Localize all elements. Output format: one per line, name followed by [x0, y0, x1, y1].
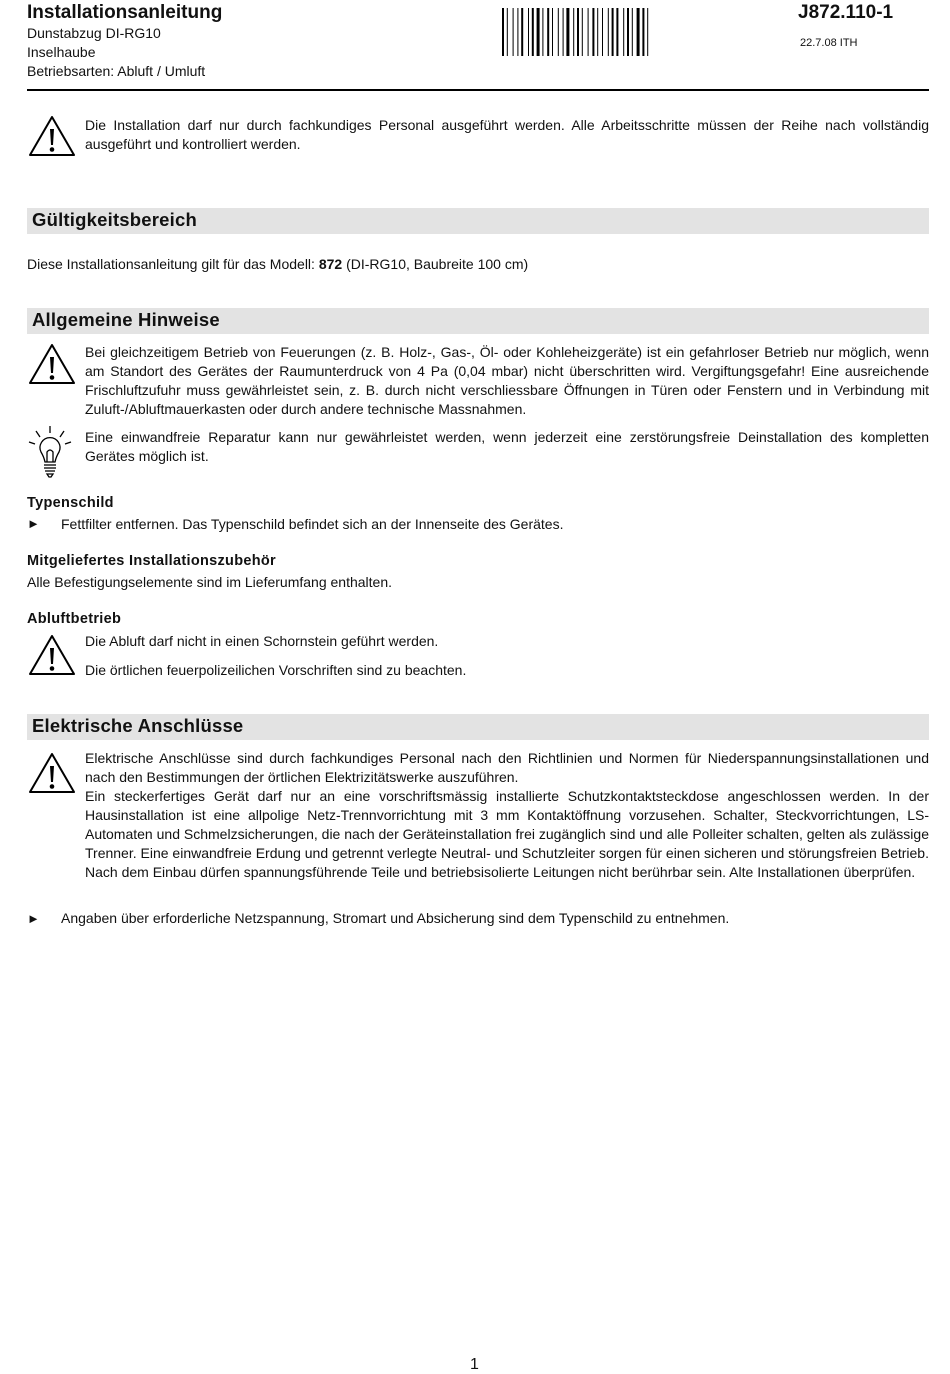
- warning-icon: [27, 751, 77, 795]
- section-heading: Allgemeine Hinweise: [32, 309, 220, 330]
- operating-modes: Betriebsarten: Abluft / Umluft: [27, 63, 206, 79]
- document-title: Installationsanleitung: [27, 2, 223, 23]
- document-date: 22.7.08 ITH: [800, 37, 858, 49]
- exhaust-line-2: Die örtlichen feuerpolizeilichen Vorschriften sind zu beachten.: [85, 662, 467, 678]
- electrical-bullet: Angaben über erforderliche Netzspannung, Stromart und Absicherung sind dem Typenschild zu entnehmen.: [61, 910, 730, 926]
- section-scope: [27, 208, 929, 234]
- section-heading: Elektrische Anschlüsse: [32, 715, 244, 736]
- exhaust-heading: Abluftbetrieb: [27, 611, 122, 627]
- typeplate-bullet: Fettfilter entfernen. Das Typenschild befindet sich an der Innenseite des Gerätes.: [61, 516, 564, 532]
- electrical-paragraph-1: Elektrische Anschlüsse sind durch fachkundiges Personal nach den Richtlinien und Normen für Niederspannungsinstallationen und nach den Bestimmungen der örtlichen Elektrizitätswerke auszuführen.: [85, 750, 929, 785]
- general-warning-text: Bei gleichzeitigem Betrieb von Feuerungen (z. B. Holz-, Gas-, Öl- oder Kohleheizgeräte) ist ein gefahrloser Betrieb nur möglich, wenn am Standort des Gerätes der Raumunterdruck von 4 Pa (0,04 mbar) nicht überschritten wird. Vergiftungsgefahr! Eine ausreichende Frischluftzufuhr muss gewährleistet sein, z. B. durch nicht verschliessbare Öffnungen in Türen oder Fenstern und in Verbindung mit Zuluft-/Abluftmauerkasten oder durch andere technische Massnahmen.: [85, 344, 929, 417]
- intro-warning-text: Die Installation darf nur durch fachkundiges Personal ausgeführt werden. Alle Arbeitsschritte müssen der Reihe nach vollständig ausgeführt und kontrolliert werden.: [85, 117, 929, 152]
- arrow-right-icon: ►: [27, 516, 40, 531]
- barcode: [500, 8, 720, 56]
- arrow-right-icon: ►: [27, 911, 40, 926]
- warning-icon: [27, 114, 77, 158]
- warning-icon: [27, 633, 77, 677]
- accessories-text: Alle Befestigungselemente sind im Lieferumfang enthalten.: [27, 574, 392, 590]
- warning-icon: [27, 342, 77, 386]
- exhaust-line-1: Die Abluft darf nicht in einen Schornstein geführt werden.: [85, 633, 439, 649]
- accessories-heading: Mitgeliefertes Installationszubehör: [27, 553, 276, 569]
- typeplate-heading: Typenschild: [27, 495, 114, 511]
- section-electrical: [27, 714, 929, 740]
- model-number: 872: [318, 256, 343, 272]
- electrical-text: [85, 749, 929, 882]
- electrical-paragraph-2: Ein steckerfertiges Gerät darf nur an eine vorschriftsmässig installierte Schutzkontaktsteckdose angeschlossen werden. In der Hausinstallation ist eine allpolige Netz-Trennvorrichtung mit 3 mm Kontaktöffnung vorzusehen. Schalter, Steckvorrichtungen, LS-Automaten und Schmelzsicherungen, die nach der Geräteinstallation frei zugänglich sind und alle Polleiter schalten, gelten als zulässige Trenner. Eine einwandfreie Erdung und getrennt verlegte Neutral- und Schutzleiter sorgen für einen sicheren und störungsfreien Betrieb. Nach dem Einbau dürfen spannungsführende Teile und betriebsisolierte Leitungen nicht berührbar sein. Alte Installationen überprüfen.: [85, 788, 929, 880]
- product-type: Inselhaube: [27, 44, 96, 60]
- tip-text: Eine einwandfreie Reparatur kann nur gewährleistet werden, wenn jederzeit eine zerstörungsfreie Deinstallation des kompletten Gerätes möglich ist.: [85, 429, 929, 464]
- section-heading: Gültigkeitsbereich: [32, 209, 198, 230]
- scope-text: Diese Installationsanleitung gilt für das Modell: 872 (DI-RG10, Baubreite 100 cm): [27, 256, 529, 272]
- page-number: 1: [470, 1356, 479, 1373]
- product-name: Dunstabzug DI-RG10: [27, 25, 161, 41]
- document-number: J872.110-1: [798, 2, 894, 23]
- header-rule: [27, 89, 929, 91]
- section-general: [27, 308, 929, 334]
- light-bulb-icon: [25, 424, 75, 480]
